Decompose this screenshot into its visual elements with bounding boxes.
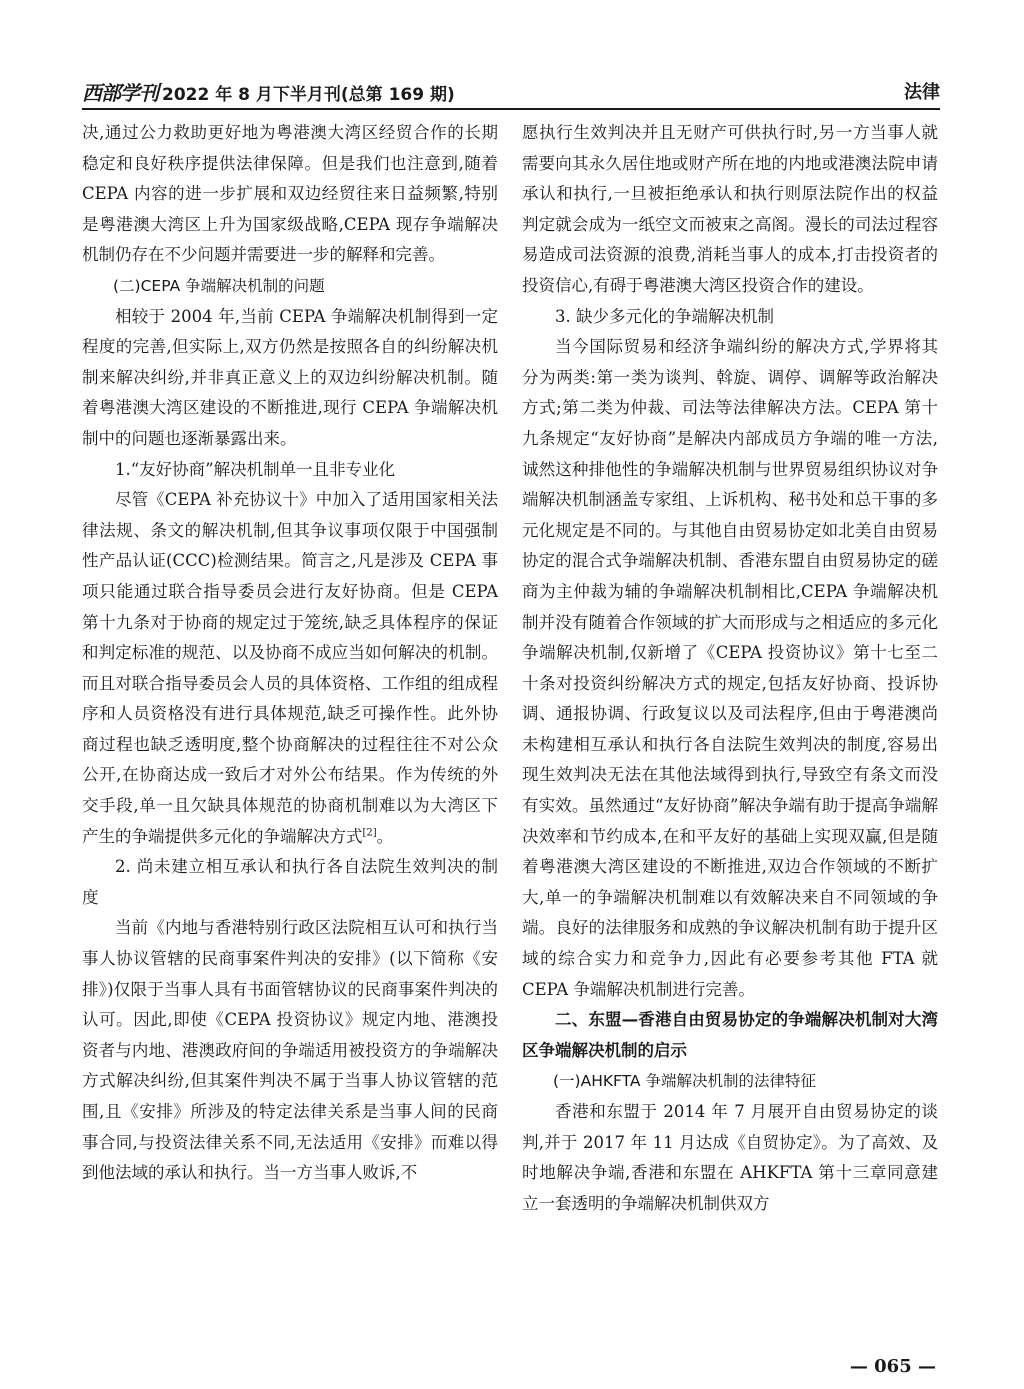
paragraph-text: 当前《内地与香港特别行政区法院相互认可和执行当事人协议管辖的民商事案件判决的安排》(以下简称《安排》)仅限于当事人具有书面管辖协议的民商事案件判决的认可。因此,即使《CEPA 投资协议》规定内地、港澳投资者与内地、港澳政府间的争端适用被投资方的争端解决方式解决纠纷,但其案件判决不属于当事人协议管辖的范围,且《安排》所涉及的特定法律关系是当事人间的民商事合同,与投资法律关系不同,无法适用《安排》而难以得到他法域的承认和执行。当一方当事人败诉,不 [82, 918, 498, 1183]
paragraph-text: 尽管《CEPA 补充协议十》中加入了适用国家相关法律法规、条文的解决机制,但其争议事项仅限于中国强制性产品认证(CCC)检测结果。简言之,凡是涉及 CEPA 事项只能通过联合指导委员会进行友好协商。但是 CEPA 第十九条对于协商的规定过于笼统,缺乏具体程序的保证和判定标准的规范、以及协商不成应当如何解决的机制。而且对联合指导委员会人员的具体资格、工作组的组成程序和人员资格没有进行具体规范,缺乏可操作性。此外协商过程也缺乏透明度,整个协商解决的过程往往不对公众公开,在协商达成一致后才对外公布结果。作为传统的外交手段,单一且欠缺具体规范的协商机制难以为大湾区下产生的争端提供多元化的争端解决方式 [82, 490, 498, 846]
paragraph-text: (二)CEPA 争端解决机制的问题 [113, 276, 325, 295]
paragraph [522, 302, 938, 333]
paragraph-tail: 。 [376, 826, 394, 846]
paragraph-text: (一)AHKFTA 争端解决机制的法律特征 [553, 1072, 816, 1091]
paragraph-text: 二、东盟—香港自由贸易协定的争端解决机制对大湾区争端解决机制的启示 [522, 1010, 938, 1060]
page-number: — 065 — [849, 1356, 936, 1377]
section-heading [522, 1005, 938, 1066]
paragraph [82, 118, 498, 271]
paragraph-text: 1.“友好协商”解决机制单一且非专业化 [115, 459, 396, 479]
paragraph [82, 913, 498, 1188]
subsection-heading [522, 1066, 938, 1097]
paragraph [82, 455, 498, 486]
paragraph [82, 302, 498, 455]
paragraph-text: 相较于 2004 年,当前 CEPA 争端解决机制得到一定程度的完善,但实际上,双方仍然是按照各自的纠纷解决机制来解决纠纷,并非真正意义上的双边纠纷解决机制。随着粤港澳大湾区建设的不断推进,现行 CEPA 争端解决机制中的问题也逐渐暴露出来。 [82, 306, 498, 448]
journal-info [82, 77, 455, 106]
paragraph-text: 当今国际贸易和经济争端纠纷的解决方式,学界将其分为两类:第一类为谈判、斡旋、调停、调解等政治解决方式;第二类为仲裁、司法等法律解决方法。CEPA 第十九条规定“友好协商”是解决内部成员方争端的唯一方法,诚然这种排他性的争端解决机制与世界贸易组织协议对争端解决机制涵盖专家组、上诉机构、秘书处和总干事的多元化规定是不同的。与其他自由贸易协定如北美自由贸易协定的混合式争端解决机制、香港东盟自由贸易协定的磋商为主仲裁为辅的争端解决机制相比,CEPA 争端解决机制并没有随着合作领域的扩大而形成与之相适应的多元化争端解决机制,仅新增了《CEPA 投资协议》第十七至二十条对投资纠纷解决方式的规定,包括友好协商、投诉协调、通报协调、行政复议以及司法程序,但由于粤港澳尚未构建相互承认和执行各自法院生效判决的制度,容易出现生效判决无法在其他法域得到执行,导致空有条文而没有实效。虽然通过“友好协商”解决争端有助于提高争端解决效率和节约成本,在和平友好的基础上实现双赢,但是随着粤港澳大湾区建设的不断推进,双边合作领域的不断扩大,单一的争端解决机制难以有效解决来自不同领域的争端。良好的法律服务和成熟的争议解决机制有助于提升区域的综合实力和竞争力,因此有必要参考其他 FTA 就 CEPA 争端解决机制进行完善。 [522, 337, 938, 999]
paragraph-text: 决,通过公力救助更好地为粤港澳大湾区经贸合作的长期稳定和良好秩序提供法律保障。但是我们也注意到,随着 CEPA 内容的进一步扩展和双边经贸往来日益频繁,特别是粤港澳大湾区上升为国家级战略,CEPA 现存争端解决机制仍存在不少问题并需要进一步的解释和完善。 [82, 123, 498, 265]
left-column [82, 118, 498, 1189]
paragraph-text: 愿执行生效判决并且无财产可供执行时,另一方当事人就需要向其永久居住地或财产所在地的内地或港澳法院申请承认和执行,一旦被拒绝承认和执行则原法院作出的权益判定就会成为一纸空文而被束之高阁。漫长的司法过程容易造成司法资源的浪费,消耗当事人的成本,打击投资者的投资信心,有碍于粤港澳大湾区投资合作的建设。 [522, 123, 938, 295]
paragraph-text: 2. 尚未建立相互承认和执行各自法院生效判决的制度 [82, 857, 498, 907]
section-name: 法律 [904, 82, 940, 103]
paragraph [522, 118, 938, 302]
issue-info: 2022 年 8 月下半月刊(总第 169 期) [162, 84, 455, 105]
citation-ref[interactable]: [2] [362, 827, 377, 839]
paragraph [522, 332, 938, 1005]
paragraph-text: 香港和东盟于 2014 年 7 月展开自由贸易协定的谈判,并于 2017 年 11 月达成《自贸协定》。为了高效、及时地解决争端,香港和东盟在 AHKFTA 第十三章同意建立一套透明的争端解决机制供双方 [522, 1102, 938, 1213]
right-column [522, 118, 938, 1219]
paragraph [82, 852, 498, 913]
subsection-heading [82, 271, 498, 302]
journal-logo: 西部学刊 [82, 80, 158, 105]
paragraph-text: 3. 缺少多元化的争端解决机制 [555, 306, 774, 326]
paragraph [522, 1097, 938, 1219]
paragraph [82, 485, 498, 852]
page-header [82, 74, 940, 110]
